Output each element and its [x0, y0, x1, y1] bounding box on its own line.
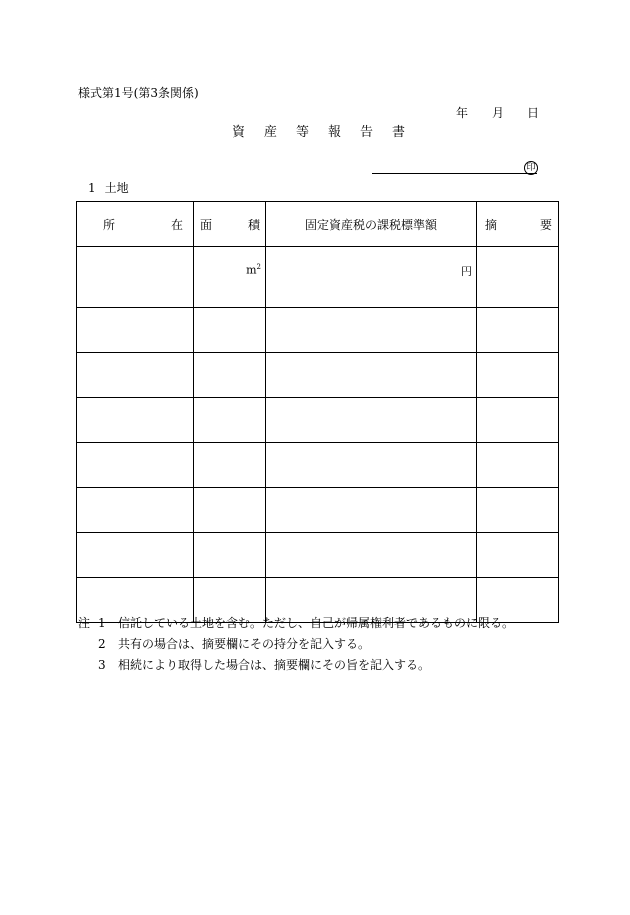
document-title: 資産等報告書	[232, 125, 425, 140]
header-remarks	[477, 202, 559, 247]
tax-base-cell[interactable]	[266, 533, 477, 578]
header-area-char2: 積	[247, 217, 260, 232]
table-header-row	[77, 202, 559, 247]
note-number: 3	[98, 658, 106, 672]
remarks-cell[interactable]	[477, 353, 559, 398]
header-location	[77, 202, 194, 247]
date-month-label: 月	[492, 106, 505, 120]
area-cell[interactable]	[194, 488, 266, 533]
area-cell[interactable]	[194, 247, 266, 308]
location-cell[interactable]	[77, 247, 194, 308]
note-number: 2	[98, 637, 106, 651]
area-unit-sup: 2	[256, 263, 261, 271]
area-cell[interactable]	[194, 308, 266, 353]
note-item	[78, 634, 514, 655]
location-cell[interactable]	[77, 353, 194, 398]
table-row	[77, 488, 559, 533]
note-text: 信託している土地を含む。ただし、自己が帰属権利者であるものに限る。	[118, 616, 515, 630]
remarks-cell[interactable]	[477, 533, 559, 578]
remarks-cell[interactable]	[477, 443, 559, 488]
table-row	[77, 247, 559, 308]
note-item	[78, 655, 514, 676]
tax-base-cell[interactable]	[266, 247, 477, 308]
section-heading	[88, 179, 129, 196]
notes	[78, 613, 514, 676]
table-row	[77, 533, 559, 578]
tax-base-cell[interactable]	[266, 308, 477, 353]
tax-base-cell[interactable]	[266, 488, 477, 533]
area-cell[interactable]	[194, 398, 266, 443]
notes-lead: 注	[78, 616, 91, 630]
land-table	[76, 201, 559, 623]
location-cell[interactable]	[77, 308, 194, 353]
header-remarks-char1: 摘	[485, 217, 498, 232]
note-number: 1	[98, 616, 106, 630]
location-cell[interactable]	[77, 533, 194, 578]
tax-base-cell[interactable]	[266, 353, 477, 398]
section-number: 1	[88, 181, 96, 195]
tax-base-cell[interactable]	[266, 443, 477, 488]
note-item	[78, 613, 514, 634]
seal-icon: 印	[524, 161, 538, 175]
date-day-label: 日	[527, 106, 540, 120]
yen-unit: 円	[461, 265, 472, 278]
area-cell[interactable]	[194, 353, 266, 398]
header-area-char1: 面	[200, 217, 213, 232]
remarks-cell[interactable]	[477, 308, 559, 353]
note-text: 共有の場合は、摘要欄にその持分を記入する。	[118, 637, 371, 651]
form-number: 様式第1号(第3条関係)	[78, 86, 199, 100]
table-row	[77, 443, 559, 488]
header-location-char2: 在	[170, 217, 183, 232]
area-cell[interactable]	[194, 533, 266, 578]
remarks-cell[interactable]	[477, 398, 559, 443]
area-cell[interactable]	[194, 443, 266, 488]
header-remarks-char2: 要	[539, 217, 552, 232]
header-area	[194, 202, 266, 247]
remarks-cell[interactable]	[477, 488, 559, 533]
tax-base-cell[interactable]	[266, 398, 477, 443]
remarks-cell[interactable]	[477, 247, 559, 308]
table-row	[77, 308, 559, 353]
table-row	[77, 353, 559, 398]
location-cell[interactable]	[77, 443, 194, 488]
location-cell[interactable]	[77, 398, 194, 443]
header-location-char1: 所	[103, 217, 116, 232]
area-unit: m	[246, 263, 257, 277]
note-text: 相続により取得した場合は、摘要欄にその旨を記入する。	[118, 658, 431, 672]
header-tax-base: 固定資産税の課税標準額	[266, 202, 477, 247]
location-cell[interactable]	[77, 488, 194, 533]
section-label: 土地	[104, 181, 129, 195]
signature-line	[372, 173, 537, 174]
date-year-label: 年	[456, 106, 469, 120]
table-row	[77, 398, 559, 443]
